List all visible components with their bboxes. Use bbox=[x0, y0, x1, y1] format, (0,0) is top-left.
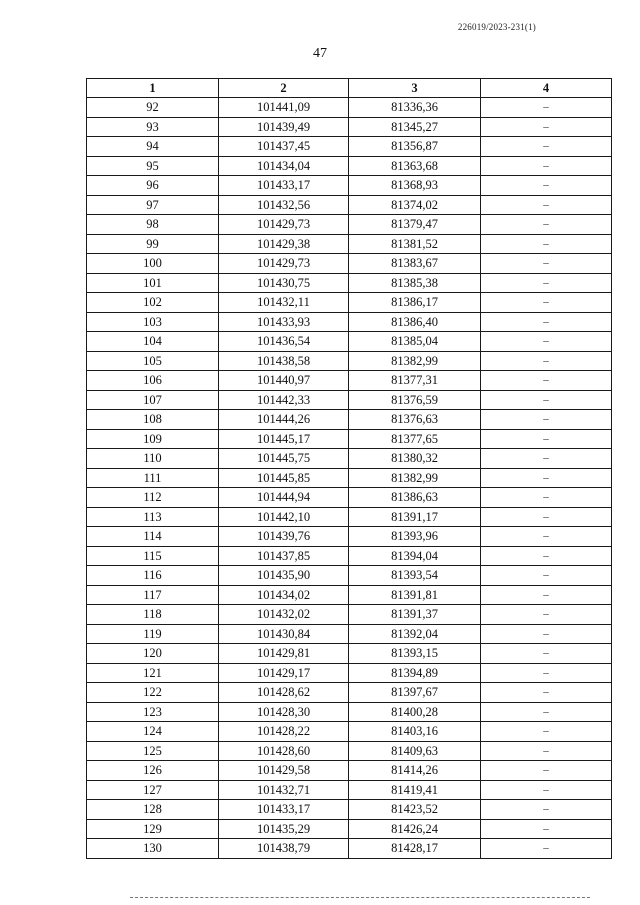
table-row bbox=[87, 449, 612, 469]
table-row bbox=[87, 800, 612, 820]
note-cell: – bbox=[481, 98, 612, 118]
y-coordinate-cell: 81345,27 bbox=[349, 117, 481, 137]
x-coordinate-cell: 101428,62 bbox=[219, 683, 349, 703]
table-row bbox=[87, 312, 612, 332]
x-coordinate-cell: 101432,56 bbox=[219, 195, 349, 215]
table-row bbox=[87, 215, 612, 235]
x-coordinate-cell: 101440,97 bbox=[219, 371, 349, 391]
table-row bbox=[87, 605, 612, 625]
x-coordinate-cell: 101445,75 bbox=[219, 449, 349, 469]
table-row bbox=[87, 176, 612, 196]
point-number-cell: 115 bbox=[87, 546, 219, 566]
table-row bbox=[87, 351, 612, 371]
y-coordinate-cell: 81393,54 bbox=[349, 566, 481, 586]
coordinates-table bbox=[86, 78, 612, 859]
y-coordinate-cell: 81393,15 bbox=[349, 644, 481, 664]
y-coordinate-cell: 81386,40 bbox=[349, 312, 481, 332]
table-row bbox=[87, 546, 612, 566]
x-coordinate-cell: 101429,73 bbox=[219, 215, 349, 235]
y-coordinate-cell: 81394,04 bbox=[349, 546, 481, 566]
x-coordinate-cell: 101444,94 bbox=[219, 488, 349, 508]
y-coordinate-cell: 81409,63 bbox=[349, 741, 481, 761]
note-cell: – bbox=[481, 254, 612, 274]
y-coordinate-cell: 81391,81 bbox=[349, 585, 481, 605]
note-cell: – bbox=[481, 819, 612, 839]
x-coordinate-cell: 101432,71 bbox=[219, 780, 349, 800]
y-coordinate-cell: 81376,59 bbox=[349, 390, 481, 410]
point-number-cell: 120 bbox=[87, 644, 219, 664]
table-row bbox=[87, 683, 612, 703]
table-row bbox=[87, 234, 612, 254]
table-row bbox=[87, 585, 612, 605]
point-number-cell: 107 bbox=[87, 390, 219, 410]
table-row bbox=[87, 566, 612, 586]
table-row bbox=[87, 429, 612, 449]
x-coordinate-cell: 101433,17 bbox=[219, 176, 349, 196]
note-cell: – bbox=[481, 117, 612, 137]
table-row bbox=[87, 527, 612, 547]
point-number-cell: 103 bbox=[87, 312, 219, 332]
point-number-cell: 108 bbox=[87, 410, 219, 430]
x-coordinate-cell: 101435,29 bbox=[219, 819, 349, 839]
x-coordinate-cell: 101445,17 bbox=[219, 429, 349, 449]
x-coordinate-cell: 101429,73 bbox=[219, 254, 349, 274]
table-row bbox=[87, 410, 612, 430]
note-cell: – bbox=[481, 312, 612, 332]
point-number-cell: 122 bbox=[87, 683, 219, 703]
table-row bbox=[87, 780, 612, 800]
table-row bbox=[87, 98, 612, 118]
y-coordinate-cell: 81382,99 bbox=[349, 468, 481, 488]
point-number-cell: 121 bbox=[87, 663, 219, 683]
y-coordinate-cell: 81391,17 bbox=[349, 507, 481, 527]
y-coordinate-cell: 81385,04 bbox=[349, 332, 481, 352]
y-coordinate-cell: 81377,31 bbox=[349, 371, 481, 391]
y-coordinate-cell: 81423,52 bbox=[349, 800, 481, 820]
x-coordinate-cell: 101428,60 bbox=[219, 741, 349, 761]
note-cell: – bbox=[481, 390, 612, 410]
y-coordinate-cell: 81403,16 bbox=[349, 722, 481, 742]
table-row bbox=[87, 254, 612, 274]
table-row bbox=[87, 624, 612, 644]
table-row bbox=[87, 507, 612, 527]
point-number-cell: 126 bbox=[87, 761, 219, 781]
note-cell: – bbox=[481, 293, 612, 313]
x-coordinate-cell: 101445,85 bbox=[219, 468, 349, 488]
point-number-cell: 110 bbox=[87, 449, 219, 469]
y-coordinate-cell: 81394,89 bbox=[349, 663, 481, 683]
x-coordinate-cell: 101438,79 bbox=[219, 839, 349, 859]
x-coordinate-cell: 101430,75 bbox=[219, 273, 349, 293]
y-coordinate-cell: 81379,47 bbox=[349, 215, 481, 235]
table-row bbox=[87, 371, 612, 391]
note-cell: – bbox=[481, 429, 612, 449]
y-coordinate-cell: 81414,26 bbox=[349, 761, 481, 781]
x-coordinate-cell: 101428,30 bbox=[219, 702, 349, 722]
note-cell: – bbox=[481, 488, 612, 508]
x-coordinate-cell: 101444,26 bbox=[219, 410, 349, 430]
point-number-cell: 130 bbox=[87, 839, 219, 859]
point-number-cell: 119 bbox=[87, 624, 219, 644]
column-header-3: 3 bbox=[349, 79, 481, 98]
table-row bbox=[87, 390, 612, 410]
table-row bbox=[87, 644, 612, 664]
page-number: 47 bbox=[313, 46, 327, 61]
column-header-2: 2 bbox=[219, 79, 349, 98]
table-row bbox=[87, 137, 612, 157]
x-coordinate-cell: 101429,38 bbox=[219, 234, 349, 254]
note-cell: – bbox=[481, 839, 612, 859]
x-coordinate-cell: 101429,81 bbox=[219, 644, 349, 664]
point-number-cell: 129 bbox=[87, 819, 219, 839]
note-cell: – bbox=[481, 800, 612, 820]
point-number-cell: 113 bbox=[87, 507, 219, 527]
note-cell: – bbox=[481, 507, 612, 527]
point-number-cell: 117 bbox=[87, 585, 219, 605]
x-coordinate-cell: 101435,90 bbox=[219, 566, 349, 586]
x-coordinate-cell: 101432,11 bbox=[219, 293, 349, 313]
point-number-cell: 95 bbox=[87, 156, 219, 176]
y-coordinate-cell: 81393,96 bbox=[349, 527, 481, 547]
y-coordinate-cell: 81426,24 bbox=[349, 819, 481, 839]
note-cell: – bbox=[481, 351, 612, 371]
table-row bbox=[87, 156, 612, 176]
note-cell: – bbox=[481, 449, 612, 469]
x-coordinate-cell: 101430,84 bbox=[219, 624, 349, 644]
x-coordinate-cell: 101433,93 bbox=[219, 312, 349, 332]
x-coordinate-cell: 101432,02 bbox=[219, 605, 349, 625]
table-row bbox=[87, 819, 612, 839]
y-coordinate-cell: 81382,99 bbox=[349, 351, 481, 371]
point-number-cell: 128 bbox=[87, 800, 219, 820]
point-number-cell: 101 bbox=[87, 273, 219, 293]
note-cell: – bbox=[481, 215, 612, 235]
note-cell: – bbox=[481, 234, 612, 254]
note-cell: – bbox=[481, 468, 612, 488]
point-number-cell: 125 bbox=[87, 741, 219, 761]
note-cell: – bbox=[481, 195, 612, 215]
table-row bbox=[87, 722, 612, 742]
point-number-cell: 116 bbox=[87, 566, 219, 586]
y-coordinate-cell: 81400,28 bbox=[349, 702, 481, 722]
note-cell: – bbox=[481, 585, 612, 605]
y-coordinate-cell: 81336,36 bbox=[349, 98, 481, 118]
note-cell: – bbox=[481, 332, 612, 352]
note-cell: – bbox=[481, 722, 612, 742]
table-row bbox=[87, 332, 612, 352]
table-row bbox=[87, 663, 612, 683]
note-cell: – bbox=[481, 410, 612, 430]
table-row bbox=[87, 293, 612, 313]
table-row bbox=[87, 468, 612, 488]
x-coordinate-cell: 101441,09 bbox=[219, 98, 349, 118]
point-number-cell: 114 bbox=[87, 527, 219, 547]
note-cell: – bbox=[481, 156, 612, 176]
y-coordinate-cell: 81356,87 bbox=[349, 137, 481, 157]
note-cell: – bbox=[481, 663, 612, 683]
table-row bbox=[87, 273, 612, 293]
point-number-cell: 109 bbox=[87, 429, 219, 449]
y-coordinate-cell: 81380,32 bbox=[349, 449, 481, 469]
point-number-cell: 105 bbox=[87, 351, 219, 371]
table-row bbox=[87, 195, 612, 215]
point-number-cell: 97 bbox=[87, 195, 219, 215]
note-cell: – bbox=[481, 273, 612, 293]
x-coordinate-cell: 101438,58 bbox=[219, 351, 349, 371]
point-number-cell: 106 bbox=[87, 371, 219, 391]
note-cell: – bbox=[481, 546, 612, 566]
table-row bbox=[87, 702, 612, 722]
point-number-cell: 99 bbox=[87, 234, 219, 254]
x-coordinate-cell: 101433,17 bbox=[219, 800, 349, 820]
x-coordinate-cell: 101429,58 bbox=[219, 761, 349, 781]
note-cell: – bbox=[481, 780, 612, 800]
x-coordinate-cell: 101428,22 bbox=[219, 722, 349, 742]
note-cell: – bbox=[481, 371, 612, 391]
point-number-cell: 100 bbox=[87, 254, 219, 274]
point-number-cell: 98 bbox=[87, 215, 219, 235]
document-number: 226019/2023-231(1) bbox=[457, 22, 536, 32]
x-coordinate-cell: 101439,76 bbox=[219, 527, 349, 547]
table-row bbox=[87, 761, 612, 781]
table-row bbox=[87, 839, 612, 859]
y-coordinate-cell: 81383,67 bbox=[349, 254, 481, 274]
y-coordinate-cell: 81363,68 bbox=[349, 156, 481, 176]
column-header-4: 4 bbox=[481, 79, 612, 98]
note-cell: – bbox=[481, 605, 612, 625]
table-row bbox=[87, 117, 612, 137]
table-body bbox=[87, 98, 612, 859]
note-cell: – bbox=[481, 176, 612, 196]
note-cell: – bbox=[481, 702, 612, 722]
y-coordinate-cell: 81386,17 bbox=[349, 293, 481, 313]
y-coordinate-cell: 81391,37 bbox=[349, 605, 481, 625]
point-number-cell: 112 bbox=[87, 488, 219, 508]
point-number-cell: 127 bbox=[87, 780, 219, 800]
y-coordinate-cell: 81419,41 bbox=[349, 780, 481, 800]
point-number-cell: 92 bbox=[87, 98, 219, 118]
y-coordinate-cell: 81377,65 bbox=[349, 429, 481, 449]
y-coordinate-cell: 81368,93 bbox=[349, 176, 481, 196]
note-cell: – bbox=[481, 644, 612, 664]
point-number-cell: 104 bbox=[87, 332, 219, 352]
point-number-cell: 102 bbox=[87, 293, 219, 313]
y-coordinate-cell: 81376,63 bbox=[349, 410, 481, 430]
x-coordinate-cell: 101442,10 bbox=[219, 507, 349, 527]
y-coordinate-cell: 81428,17 bbox=[349, 839, 481, 859]
note-cell: – bbox=[481, 761, 612, 781]
point-number-cell: 96 bbox=[87, 176, 219, 196]
x-coordinate-cell: 101437,85 bbox=[219, 546, 349, 566]
column-header-1: 1 bbox=[87, 79, 219, 98]
point-number-cell: 94 bbox=[87, 137, 219, 157]
x-coordinate-cell: 101437,45 bbox=[219, 137, 349, 157]
note-cell: – bbox=[481, 527, 612, 547]
y-coordinate-cell: 81386,63 bbox=[349, 488, 481, 508]
point-number-cell: 123 bbox=[87, 702, 219, 722]
x-coordinate-cell: 101434,04 bbox=[219, 156, 349, 176]
table-row bbox=[87, 488, 612, 508]
table-row bbox=[87, 741, 612, 761]
y-coordinate-cell: 81397,67 bbox=[349, 683, 481, 703]
bottom-divider bbox=[130, 897, 590, 898]
y-coordinate-cell: 81385,38 bbox=[349, 273, 481, 293]
note-cell: – bbox=[481, 683, 612, 703]
note-cell: – bbox=[481, 741, 612, 761]
note-cell: – bbox=[481, 566, 612, 586]
y-coordinate-cell: 81381,52 bbox=[349, 234, 481, 254]
table-header-row bbox=[87, 79, 612, 98]
y-coordinate-cell: 81374,02 bbox=[349, 195, 481, 215]
x-coordinate-cell: 101429,17 bbox=[219, 663, 349, 683]
x-coordinate-cell: 101436,54 bbox=[219, 332, 349, 352]
point-number-cell: 124 bbox=[87, 722, 219, 742]
x-coordinate-cell: 101442,33 bbox=[219, 390, 349, 410]
point-number-cell: 93 bbox=[87, 117, 219, 137]
x-coordinate-cell: 101439,49 bbox=[219, 117, 349, 137]
note-cell: – bbox=[481, 624, 612, 644]
y-coordinate-cell: 81392,04 bbox=[349, 624, 481, 644]
x-coordinate-cell: 101434,02 bbox=[219, 585, 349, 605]
note-cell: – bbox=[481, 137, 612, 157]
point-number-cell: 118 bbox=[87, 605, 219, 625]
point-number-cell: 111 bbox=[87, 468, 219, 488]
